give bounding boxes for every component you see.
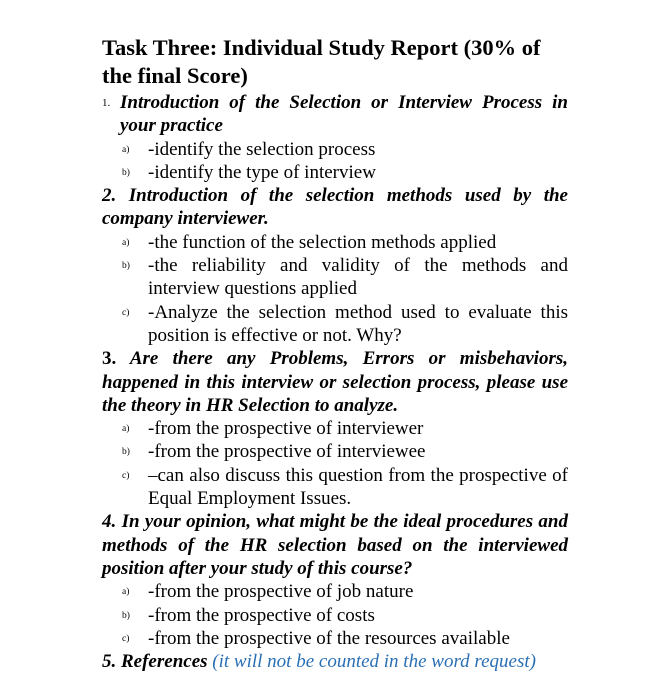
- item-text: -from the prospective of interviewer: [148, 418, 424, 440]
- document-page: [102, 34, 568, 673]
- section-3-number: 3.: [102, 348, 117, 370]
- list-item: [102, 138, 568, 161]
- section-4-heading: 4. In your opinion, what might be the ideal procedures and methods of the HR selection based on the interviewed position after your study of this course?: [102, 511, 568, 579]
- page-title: Task Three: Individual Study Report (30% of the final Score): [102, 35, 541, 88]
- item-marker: a): [122, 424, 130, 435]
- references-note: (it will not be counted in the word request): [212, 651, 536, 673]
- item-marker: b): [122, 447, 130, 458]
- section-1-title: Introduction of the Selection or Interview Process in your practice: [120, 92, 568, 137]
- item-text: -from the prospective of interviewee: [148, 441, 426, 463]
- list-item: [102, 627, 568, 650]
- item-text: -from the prospective of job nature: [148, 581, 414, 603]
- item-text: -Analyze the selection method used to evaluate this position is effective or not. Why?: [148, 301, 568, 346]
- item-marker: c): [122, 633, 130, 644]
- item-marker: b): [122, 167, 130, 178]
- item-marker: a): [122, 587, 130, 598]
- list-item: [102, 231, 568, 254]
- list-item: [102, 301, 568, 348]
- item-text: -the function of the selection methods applied: [148, 231, 497, 253]
- item-marker: a): [122, 237, 130, 248]
- item-text: –can also discuss this question from the prospective of Equal Employment Issues.: [148, 464, 568, 510]
- references-heading: 5. References: [102, 651, 208, 673]
- list-item: [102, 464, 568, 511]
- list-item: [102, 417, 568, 440]
- item-text: -identify the type of interview: [148, 161, 376, 183]
- section-5-heading: [102, 650, 568, 673]
- item-marker: c): [122, 470, 130, 481]
- list-item: [102, 580, 568, 603]
- section-1-heading: [102, 91, 568, 138]
- item-text: -from the prospective of the resources available: [148, 627, 510, 649]
- section-3-heading: [102, 347, 568, 417]
- item-text: -from the prospective of costs: [148, 604, 375, 626]
- item-text: -identify the selection process: [148, 138, 376, 160]
- item-marker: b): [122, 261, 130, 272]
- list-item: [102, 440, 568, 463]
- section-1-number: 1.: [102, 97, 111, 109]
- item-marker: a): [122, 144, 130, 155]
- item-text: -the reliability and validity of the methods and interview questions applied: [148, 255, 568, 300]
- list-item: [102, 254, 568, 301]
- item-marker: c): [122, 307, 130, 318]
- section-3-title: Are there any Problems, Errors or misbehaviors, happened in this interview or selection process, please use the theory in HR Selection to analyze.: [102, 348, 568, 416]
- list-item: [102, 604, 568, 627]
- item-marker: b): [122, 610, 130, 621]
- list-item: [102, 161, 568, 184]
- section-2-heading: 2. Introduction of the selection methods used by the company interviewer.: [102, 185, 568, 230]
